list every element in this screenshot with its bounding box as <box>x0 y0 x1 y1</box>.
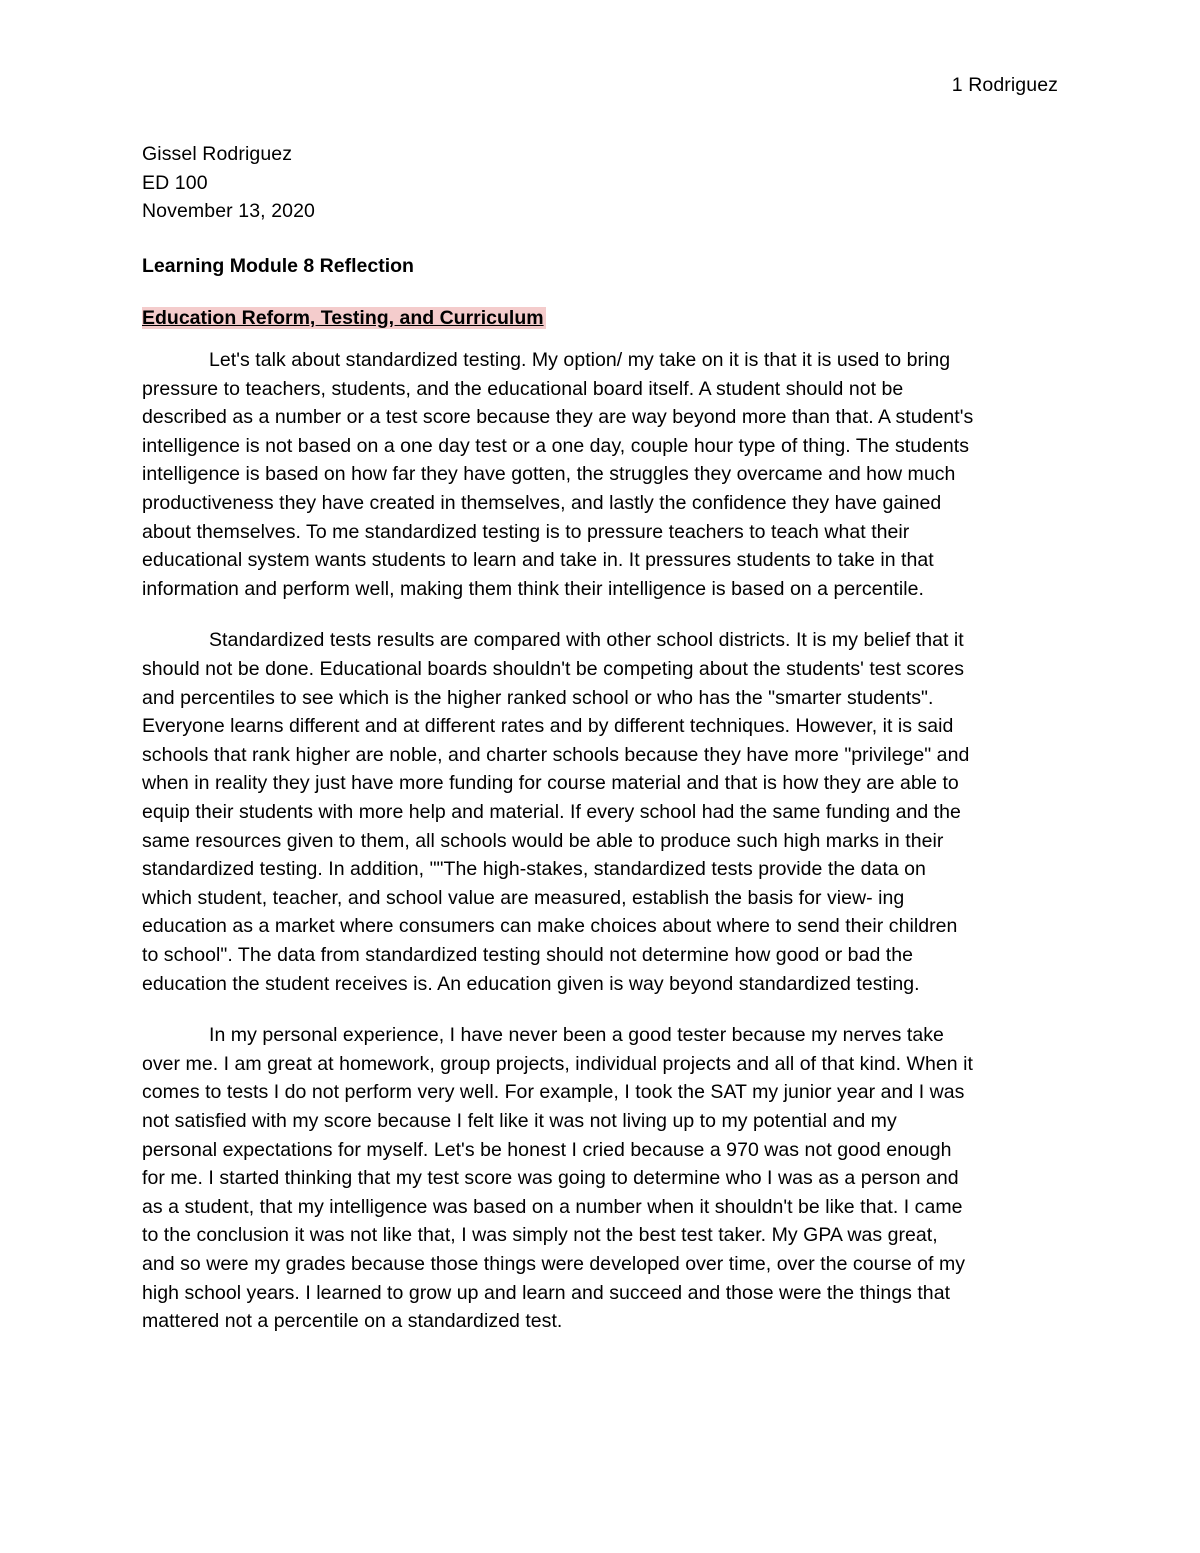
paragraph-line: which student, teacher, and school value are measured, establish the basis for view- ing <box>142 886 905 909</box>
paragraph-line: Let's talk about standardized testing. My option/ my take on it is that it is used to bring <box>209 349 951 372</box>
paragraph-2 <box>142 626 1060 998</box>
paragraph-3 <box>142 1021 1060 1336</box>
section-heading-text: Education Reform, Testing, and Curriculum <box>142 307 544 330</box>
running-header: 1 Rodriguez <box>951 74 1058 96</box>
paragraph-line: pressure to teachers, students, and the educational board itself. A student should not be <box>142 377 904 400</box>
paragraph-line: information and perform well, making them think their intelligence is based on a percentile. <box>142 577 924 600</box>
paragraph-line: productiveness they have created in themselves, and lastly the confidence they have gained <box>142 492 942 515</box>
paragraph-line: standardized testing. In addition, ""The high-stakes, standardized tests provide the data on <box>142 858 926 881</box>
paragraph-line: intelligence is based on how far they have gotten, the struggles they overcame and how much <box>142 463 956 486</box>
section-heading <box>142 304 1060 334</box>
paragraph-line: intelligence is not based on a one day test or a one day, couple hour type of thing. The students <box>142 434 970 457</box>
paragraph-line: high school years. I learned to grow up and learn and succeed and those were the things that <box>142 1281 951 1304</box>
paragraph-line: over me. I am great at homework, group projects, individual projects and all of that kind. When it <box>142 1052 973 1075</box>
document-body <box>142 140 1060 1336</box>
paragraph-line: Standardized tests results are compared with other school districts. It is my belief that it <box>209 629 964 652</box>
paragraph-line: should not be done. Educational boards shouldn't be competing about the students' test scores <box>142 658 965 681</box>
paragraph-line: education the student receives is. An education given is way beyond standardized testing. <box>142 972 920 995</box>
paragraph-line: In my personal experience, I have never been a good tester because my nerves take <box>209 1024 944 1047</box>
paragraph-line: not satisfied with my score because I felt like it was not living up to my potential and my <box>142 1109 897 1132</box>
paragraph-line: about themselves. To me standardized testing is to pressure teachers to teach what their <box>142 520 910 543</box>
paragraph-line: when in reality they just have more funding for course material and that is how they are able to <box>142 772 959 795</box>
paragraph-line: described as a number or a test score because they are way beyond more than that. A student's <box>142 406 974 429</box>
paragraph-line: schools that rank higher are noble, and charter schools because they have more "privilege" and <box>142 743 970 766</box>
paragraph-line: personal expectations for myself. Let's be honest I cried because a 970 was not good enough <box>142 1138 952 1161</box>
paragraph-line: same resources given to them, all schools would be able to produce such high marks in their <box>142 829 944 852</box>
paragraph-line: mattered not a percentile on a standardized test. <box>142 1310 563 1333</box>
paragraph-line: equip their students with more help and material. If every school had the same funding and the <box>142 801 961 824</box>
paragraph-line: to the conclusion it was not like that, I was simply not the best test taker. My GPA was great, <box>142 1224 938 1247</box>
paragraph-line: to school". The data from standardized testing should not determine how good or bad the <box>142 943 914 966</box>
paragraph-line: and percentiles to see which is the higher ranked school or who has the "smarter students". <box>142 686 934 709</box>
document-date: November 13, 2020 <box>142 200 315 223</box>
paragraph-line: Everyone learns different and at different rates and by different techniques. However, it is said <box>142 715 954 738</box>
author-name: Gissel Rodriguez <box>142 143 293 165</box>
paragraph-line: and so were my grades because those things were developed over time, over the course of my <box>142 1252 966 1275</box>
document-title: Learning Module 8 Reflection <box>142 255 414 278</box>
author-block <box>142 140 1060 226</box>
paragraph-line: for me. I started thinking that my test score was going to determine who I was as a person and <box>142 1167 959 1190</box>
paragraph-line: education as a market where consumers can make choices about where to send their children <box>142 915 958 938</box>
paragraph-line: as a student, that my intelligence was based on a number when it shouldn't be like that. I came <box>142 1195 963 1218</box>
paragraph-line: educational system wants students to learn and take in. It pressures students to take in that <box>142 549 934 572</box>
paragraph-1 <box>142 346 1060 603</box>
course-name: ED 100 <box>142 171 208 194</box>
paragraph-line: comes to tests I do not perform very well. For example, I took the SAT my junior year and I was <box>142 1081 965 1104</box>
